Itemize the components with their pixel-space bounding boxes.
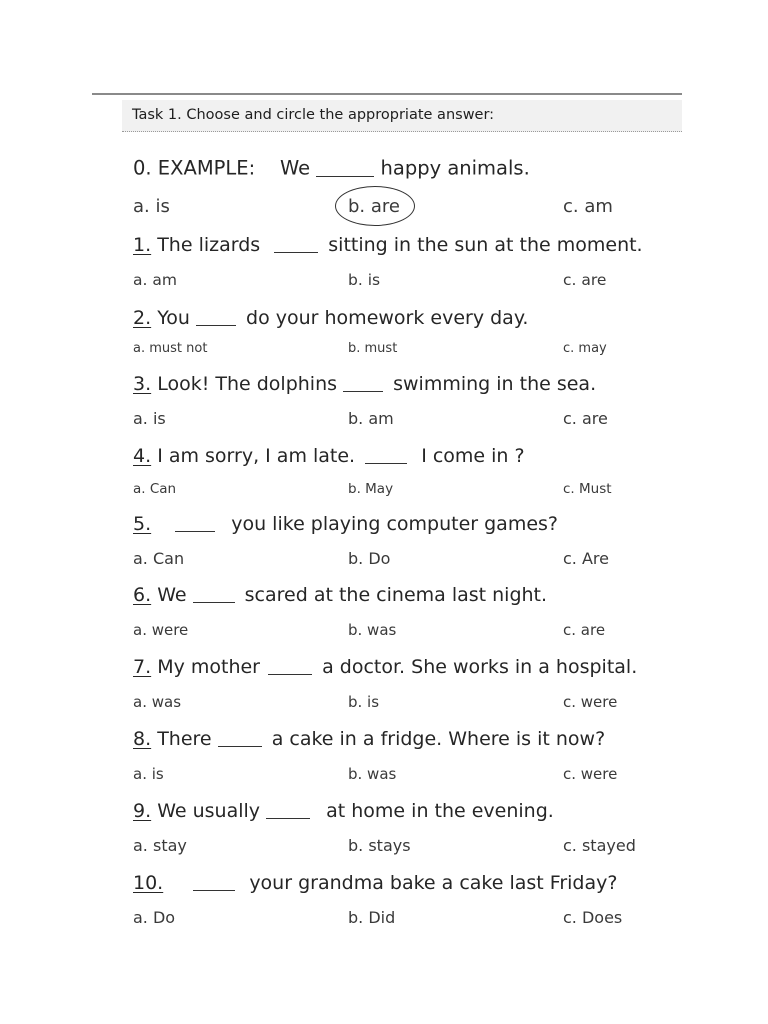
top-divider [92,93,682,95]
task-header [122,100,682,132]
question-text-before: I am sorry, I am late. [157,445,356,467]
answer-blank [196,306,236,326]
question-text-after: I come in ? [421,445,525,467]
answer-blank [268,655,312,675]
option-b[interactable]: b. May [348,481,394,497]
question-text-after: swimming in the sea. [393,373,597,395]
option-b[interactable]: b. Did [348,908,396,927]
question-5 [133,512,558,535]
question-number: 3. [133,373,152,395]
question-text-before: Look! The dolphins [157,373,338,395]
answer-blank [365,444,407,464]
example-option-b: b. are [348,196,400,217]
option-b[interactable]: b. must [348,341,398,356]
task-title: Task 1. Choose and circle the appropriate answer: [132,107,495,123]
question-text-after: a cake in a fridge. Where is it now? [271,728,606,750]
answer-blank [193,871,235,891]
question-text-after: sitting in the sun at the moment. [328,234,643,256]
option-c[interactable]: c. may [563,341,607,356]
question-text-after: you like playing computer games? [231,513,559,535]
answer-blank [175,512,215,532]
option-c[interactable]: c. are [563,621,606,639]
question-2 [133,306,528,329]
question-number: 6. [133,584,152,606]
question-number: 7. [133,656,152,678]
example-text-after: happy animals. [380,156,530,180]
question-text-after: your grandma bake a cake last Friday? [249,872,618,894]
question-number: 10. [133,872,164,894]
option-a[interactable]: a. was [133,693,182,711]
question-number: 4. [133,445,152,467]
option-a[interactable]: a. Do [133,908,176,927]
option-c[interactable]: c. Must [563,481,612,497]
answer-blank [218,727,262,747]
option-a[interactable]: a. must not [133,341,208,356]
question-6 [133,583,547,606]
question-text-before: You [157,307,190,329]
example-option-a: a. is [133,196,170,217]
option-a[interactable]: a. Can [133,481,177,497]
answer-blank [316,156,374,177]
option-c[interactable]: c. were [563,765,618,783]
question-7 [133,655,637,678]
question-4 [133,444,525,467]
question-number: 8. [133,728,152,750]
question-text-before: We [157,584,187,606]
question-number: 5. [133,513,152,535]
option-c[interactable]: c. are [563,271,607,289]
option-b[interactable]: b. stays [348,836,411,855]
option-c[interactable]: c. were [563,693,618,711]
option-a[interactable]: a. am [133,271,177,289]
answer-circle [335,186,415,226]
option-a[interactable]: a. is [133,765,164,783]
option-a[interactable]: a. is [133,409,166,428]
question-text-after: do your homework every day. [246,307,529,329]
question-text-before: The lizards [157,234,261,256]
question-number: 2. [133,307,152,329]
option-b[interactable]: b. Do [348,549,391,568]
question-1 [133,233,643,256]
example-question [133,156,530,180]
option-a[interactable]: a. Can [133,549,185,568]
question-10 [133,871,617,894]
question-3 [133,372,596,395]
question-text-before: There [157,728,212,750]
answer-blank [266,799,310,819]
question-8 [133,727,605,750]
option-b[interactable]: b. is [348,271,381,289]
option-b[interactable]: b. is [348,693,380,711]
option-c[interactable]: c. are [563,409,608,428]
option-b[interactable]: b. was [348,621,397,639]
option-c[interactable]: c. Does [563,908,623,927]
option-c[interactable]: c. stayed [563,836,636,855]
answer-blank [274,233,318,253]
question-text-before: We usually [157,800,261,822]
option-b[interactable]: b. was [348,765,397,783]
question-number: 9. [133,800,152,822]
answer-blank [193,583,235,603]
example-option-c: c. am [563,196,613,217]
option-b[interactable]: b. am [348,409,394,428]
question-text-after: scared at the cinema last night. [244,584,548,606]
answer-blank [343,372,383,392]
question-text-after: a doctor. She works in a hospital. [322,656,638,678]
question-9 [133,799,554,822]
question-text-after: at home in the evening. [326,800,554,822]
option-a[interactable]: a. were [133,621,189,639]
question-text-before: My mother [157,656,260,678]
question-number: 1. [133,234,152,256]
option-a[interactable]: a. stay [133,836,187,855]
example-text-before: We [279,156,311,180]
option-c[interactable]: c. Are [563,549,609,568]
example-label: 0. EXAMPLE: [133,156,256,180]
